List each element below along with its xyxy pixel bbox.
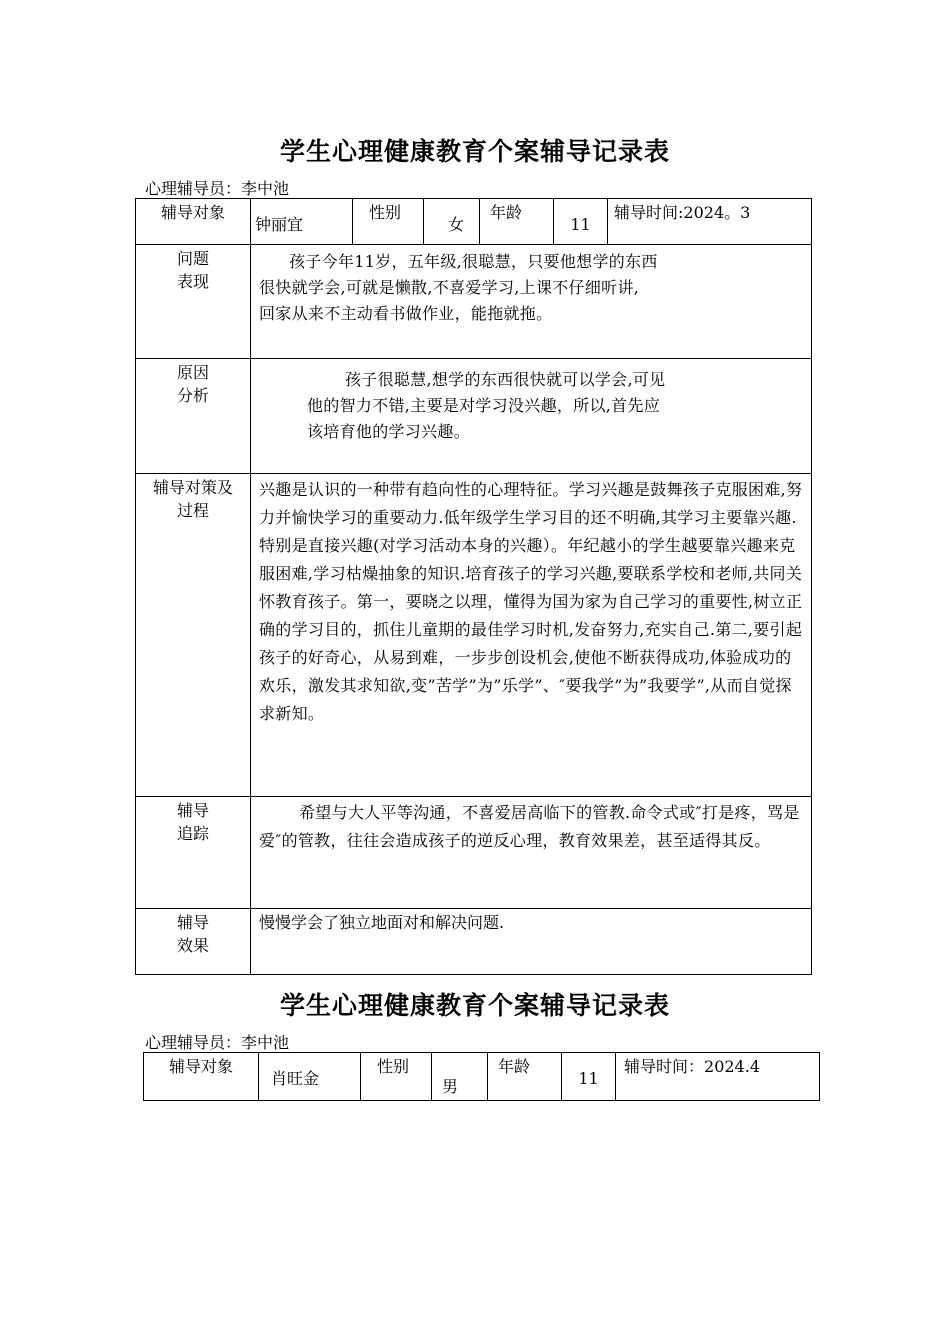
problem-line2: 很快就学会,可就是懒散,不喜爱学习,上课不仔细听讲,	[259, 278, 640, 297]
followup-label	[136, 797, 251, 909]
age-label-cell	[488, 1053, 562, 1101]
effect-text: 慢慢学会了独立地面对和解决问题.	[259, 913, 505, 932]
gender-label: 性别	[377, 1057, 410, 1076]
age-cell	[562, 1053, 616, 1101]
age-label: 年龄	[498, 1057, 531, 1076]
effect-cell	[251, 909, 812, 975]
record-1-table	[135, 198, 812, 975]
record-1-counselor	[145, 176, 289, 199]
age-value: 11	[578, 1069, 599, 1088]
age-cell	[554, 199, 608, 245]
problem-line1: 孩子今年11岁，五年级,很聪慧，只要他想学的东西	[289, 252, 658, 271]
problem-cell	[251, 245, 812, 359]
cause-line3: 该培育他的学习兴趣。	[307, 422, 471, 441]
counselor-name: 李中池	[241, 179, 290, 198]
counselor-name: 李中池	[241, 1033, 290, 1052]
cause-text	[251, 359, 811, 447]
target-name: 肖旺金	[271, 1069, 320, 1088]
problem-label	[136, 245, 251, 359]
counselor-label: 心理辅导员：	[145, 1033, 242, 1052]
problem-label-line2: 表现	[176, 272, 209, 291]
cause-line2: 他的智力不错,主要是对学习没兴趣，所以,首先应	[307, 396, 661, 415]
gender-value: 女	[448, 215, 465, 234]
age-label-cell	[480, 199, 554, 245]
time-cell	[608, 199, 812, 245]
target-label: 辅导对象	[144, 1053, 259, 1101]
strategy-cell	[251, 474, 812, 797]
followup-text: 希望与大人平等沟通，不喜爱居高临下的管教.命令式或″打是疼，骂是爱″的管教，往往会造成孩子的逆反心理，教育效果差，甚至适得其反。	[259, 803, 800, 850]
cause-cell	[251, 359, 812, 474]
gender-label-cell	[361, 1053, 432, 1101]
gender-cell	[432, 1053, 488, 1101]
effect-label-line2: 效果	[176, 936, 209, 955]
age-label: 年龄	[490, 203, 523, 222]
effect-label	[136, 909, 251, 975]
age-value: 11	[570, 215, 591, 234]
problem-line3: 回家从来不主动看书做作业，能拖就拖。	[259, 304, 553, 323]
problem-text	[251, 245, 811, 329]
effect-label-line1: 辅导	[176, 913, 209, 932]
gender-value: 男	[442, 1077, 459, 1096]
followup-label-line2: 追踪	[176, 824, 209, 843]
time-cell	[616, 1053, 820, 1101]
target-label: 辅导对象	[136, 199, 251, 245]
target-name-cell	[259, 1053, 361, 1101]
gender-label-cell	[353, 199, 424, 245]
record-2-counselor	[145, 1030, 289, 1053]
gender-cell	[424, 199, 480, 245]
time-label: 辅导时间:	[614, 203, 684, 222]
time-text	[616, 1053, 819, 1080]
cause-label-line1: 原因	[176, 363, 209, 382]
target-name-cell	[251, 199, 353, 245]
time-value: 2024。3	[683, 203, 751, 222]
record-1-title: 学生心理健康教育个案辅导记录表	[279, 137, 670, 166]
strategy-label	[136, 474, 251, 797]
followup-label-line1: 辅导	[176, 801, 209, 820]
cause-label	[136, 359, 251, 474]
time-text	[608, 199, 811, 226]
time-value: 2024.4	[704, 1057, 760, 1076]
cause-label-line2: 分析	[176, 386, 209, 405]
cause-line1: 孩子很聪慧,想学的东西很快就可以学会,可见	[345, 370, 666, 389]
strategy-label-line1: 辅导对策及	[152, 478, 233, 497]
gender-label: 性别	[369, 203, 402, 222]
strategy-text: 兴趣是认识的一种带有趋向性的心理特征。学习兴趣是鼓舞孩子克服困难,努力并愉快学习的重要动力.低年级学生学习目的还不明确,其学习主要靠兴趣.特别是直接兴趣(对学习活动本身的兴趣）。年纪越小的学生越要靠兴趣来克服困难,学习枯燥抽象的知识.培育孩子的学习兴趣,要联系学校和老师,共同关怀教育孩子。第一，要晓之以理，懂得为国为家为自己学习的重要性,树立正确的学习目的，抓住儿童期的最佳学习时机,发奋努力,充实自己.第二,要引起孩子的好奇心，从易到难，一步步创设机会,使他不断获得成功,体验成功的欢乐，激发其求知欲,变”苦学”为”乐学”、″要我学”为”我要学”,从而自觉探求新知。	[259, 480, 803, 723]
record-2-title: 学生心理健康教育个案辅导记录表	[279, 991, 670, 1020]
followup-cell	[251, 797, 812, 909]
record-2-table	[143, 1052, 820, 1101]
problem-label-line1: 问题	[176, 249, 209, 268]
strategy-label-line2: 过程	[176, 501, 209, 520]
counselor-label: 心理辅导员：	[145, 179, 242, 198]
target-name: 钟丽宜	[255, 215, 304, 234]
time-label: 辅导时间：	[624, 1057, 705, 1076]
